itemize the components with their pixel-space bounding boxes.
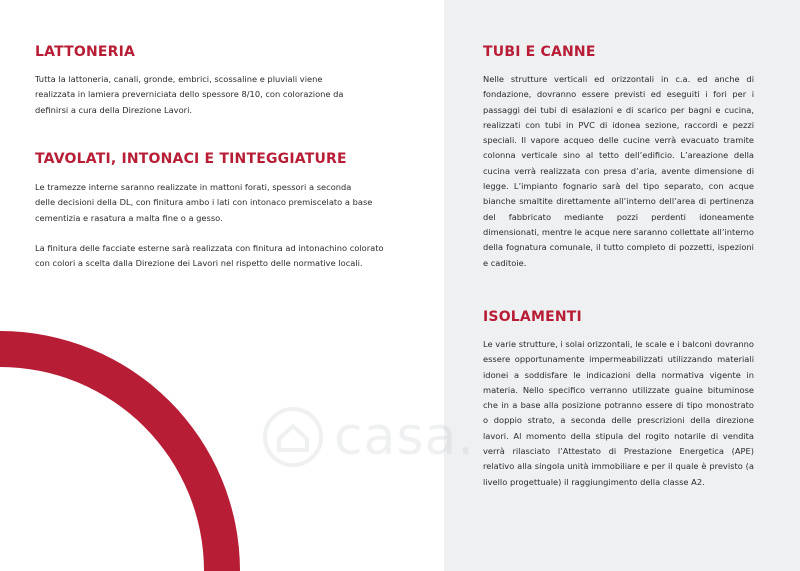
section-title-lattoneria: LATTONERIA — [35, 44, 136, 60]
paragraph-lattoneria: Tutta la lattoneria, canali, gronde, embrici, scossaline e pluviali viene realizzata in lamiera preverniciata dello spessore 8/10, con colorazione da definirsi a cura della Direzione Lavori. — [35, 74, 344, 115]
paragraph-tavolati-1: Le tramezze interne saranno realizzate in mattoni forati, spessori a seconda delle decisioni della DL, con finitura ambo i lati con intonaco premiscelato a base cementizia e rasatura a malta fine o a gesso. — [35, 182, 373, 223]
section-title-tubi: TUBI E CANNE — [483, 44, 596, 60]
section-title-isolamenti: ISOLAMENTI — [483, 309, 582, 325]
section-title-tavolati: TAVOLATI, INTONACI E TINTEGGIATURE — [35, 151, 347, 167]
paragraph-tubi: Nelle strutture verticali ed orizzontali in c.a. ed anche di fondazione, dovranno essere previsti ed eseguiti i fori per i passaggi dei tubi di esalazioni e di scarico per bagni e cucina, realizzati con tubi in PVC di idonea sezione, raccordi e pezzi speciali. Il vapore acqueo delle cucine verrà evacuato tramite colonna verticale sino al tetto dell’edificio. L’areazione della cucina verrà realizzata con presa d’aria, avente dimensione di legge. L’impianto fognario sarà del tipo separato, con acque bianche smaltite direttamente all’interno dell’area di pertinenza del fabbricato mediante pozzi perdenti idoneamente dimensionati, mentre le acque nere saranno collettate all’interno della fognatura comunale, il tutto completo di pozzetti, ispezioni e caditoie. — [483, 74, 754, 268]
paragraph-isolamenti: Le varie strutture, i solai orizzontali, le scale e i balconi dovranno essere opportunamente impermeabilizzati utilizzando materiali idonei a soddisfare le indicazioni della normativa vigente in materia. Nello specifico verranno utilizzate guaine bituminose che in a base alla posizione potranno essere di tipo monostrato o doppio strato, a seconda delle prescrizioni della direzione lavori. Al momento della stipula del rogito notarile di vendita verrà rilasciato l’Attestato di Prestazione Energetica (APE) relativo alla singola unità immobiliare e per il quale è previsto (a livello progettuale) il raggiungimento della classe A2. — [483, 339, 754, 487]
paragraph-tavolati-2: La finitura delle facciate esterne sarà realizzata con finitura ad intonachino colorato con colori a scelta dalla Direzione dei Lavori nel rispetto delle normative locali. — [35, 243, 384, 269]
